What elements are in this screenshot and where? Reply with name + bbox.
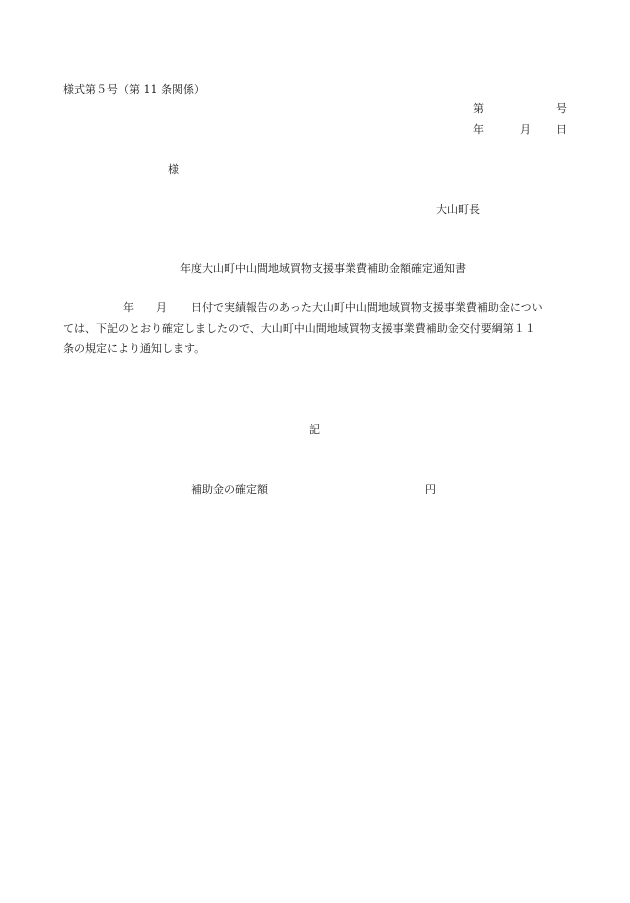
addressee-suffix: 様 (168, 163, 179, 176)
body-month-mark: 月 (156, 301, 167, 314)
body-line-1-text: 日付で実績報告のあった大山町中山間地域買物支援事業費補助金につい (191, 301, 543, 314)
body-line-2: ては、下記のとおり確定しましたので、大山町中山間地域買物支援事業費補助金交付要綱第１１ (63, 322, 536, 335)
ki-heading: 記 (309, 423, 320, 436)
date-year-mark: 年 (473, 123, 484, 136)
date-month-mark: 月 (520, 123, 531, 136)
sender-name: 大山町長 (436, 203, 480, 216)
document-title: 年度大山町中山間地域買物支援事業費補助金額確定通知書 (180, 262, 466, 275)
body-line-3: 条の規定により通知します。 (63, 342, 206, 355)
amount-label: 補助金の確定額 (191, 483, 268, 496)
form-label: 様式第５号（第 11 条関係） (63, 83, 205, 96)
document-number-suffix: 号 (556, 102, 567, 115)
document-number-prefix: 第 (473, 102, 484, 115)
amount-unit: 円 (425, 483, 436, 496)
date-day-mark: 日 (556, 123, 567, 136)
body-year-mark: 年 (123, 301, 134, 314)
